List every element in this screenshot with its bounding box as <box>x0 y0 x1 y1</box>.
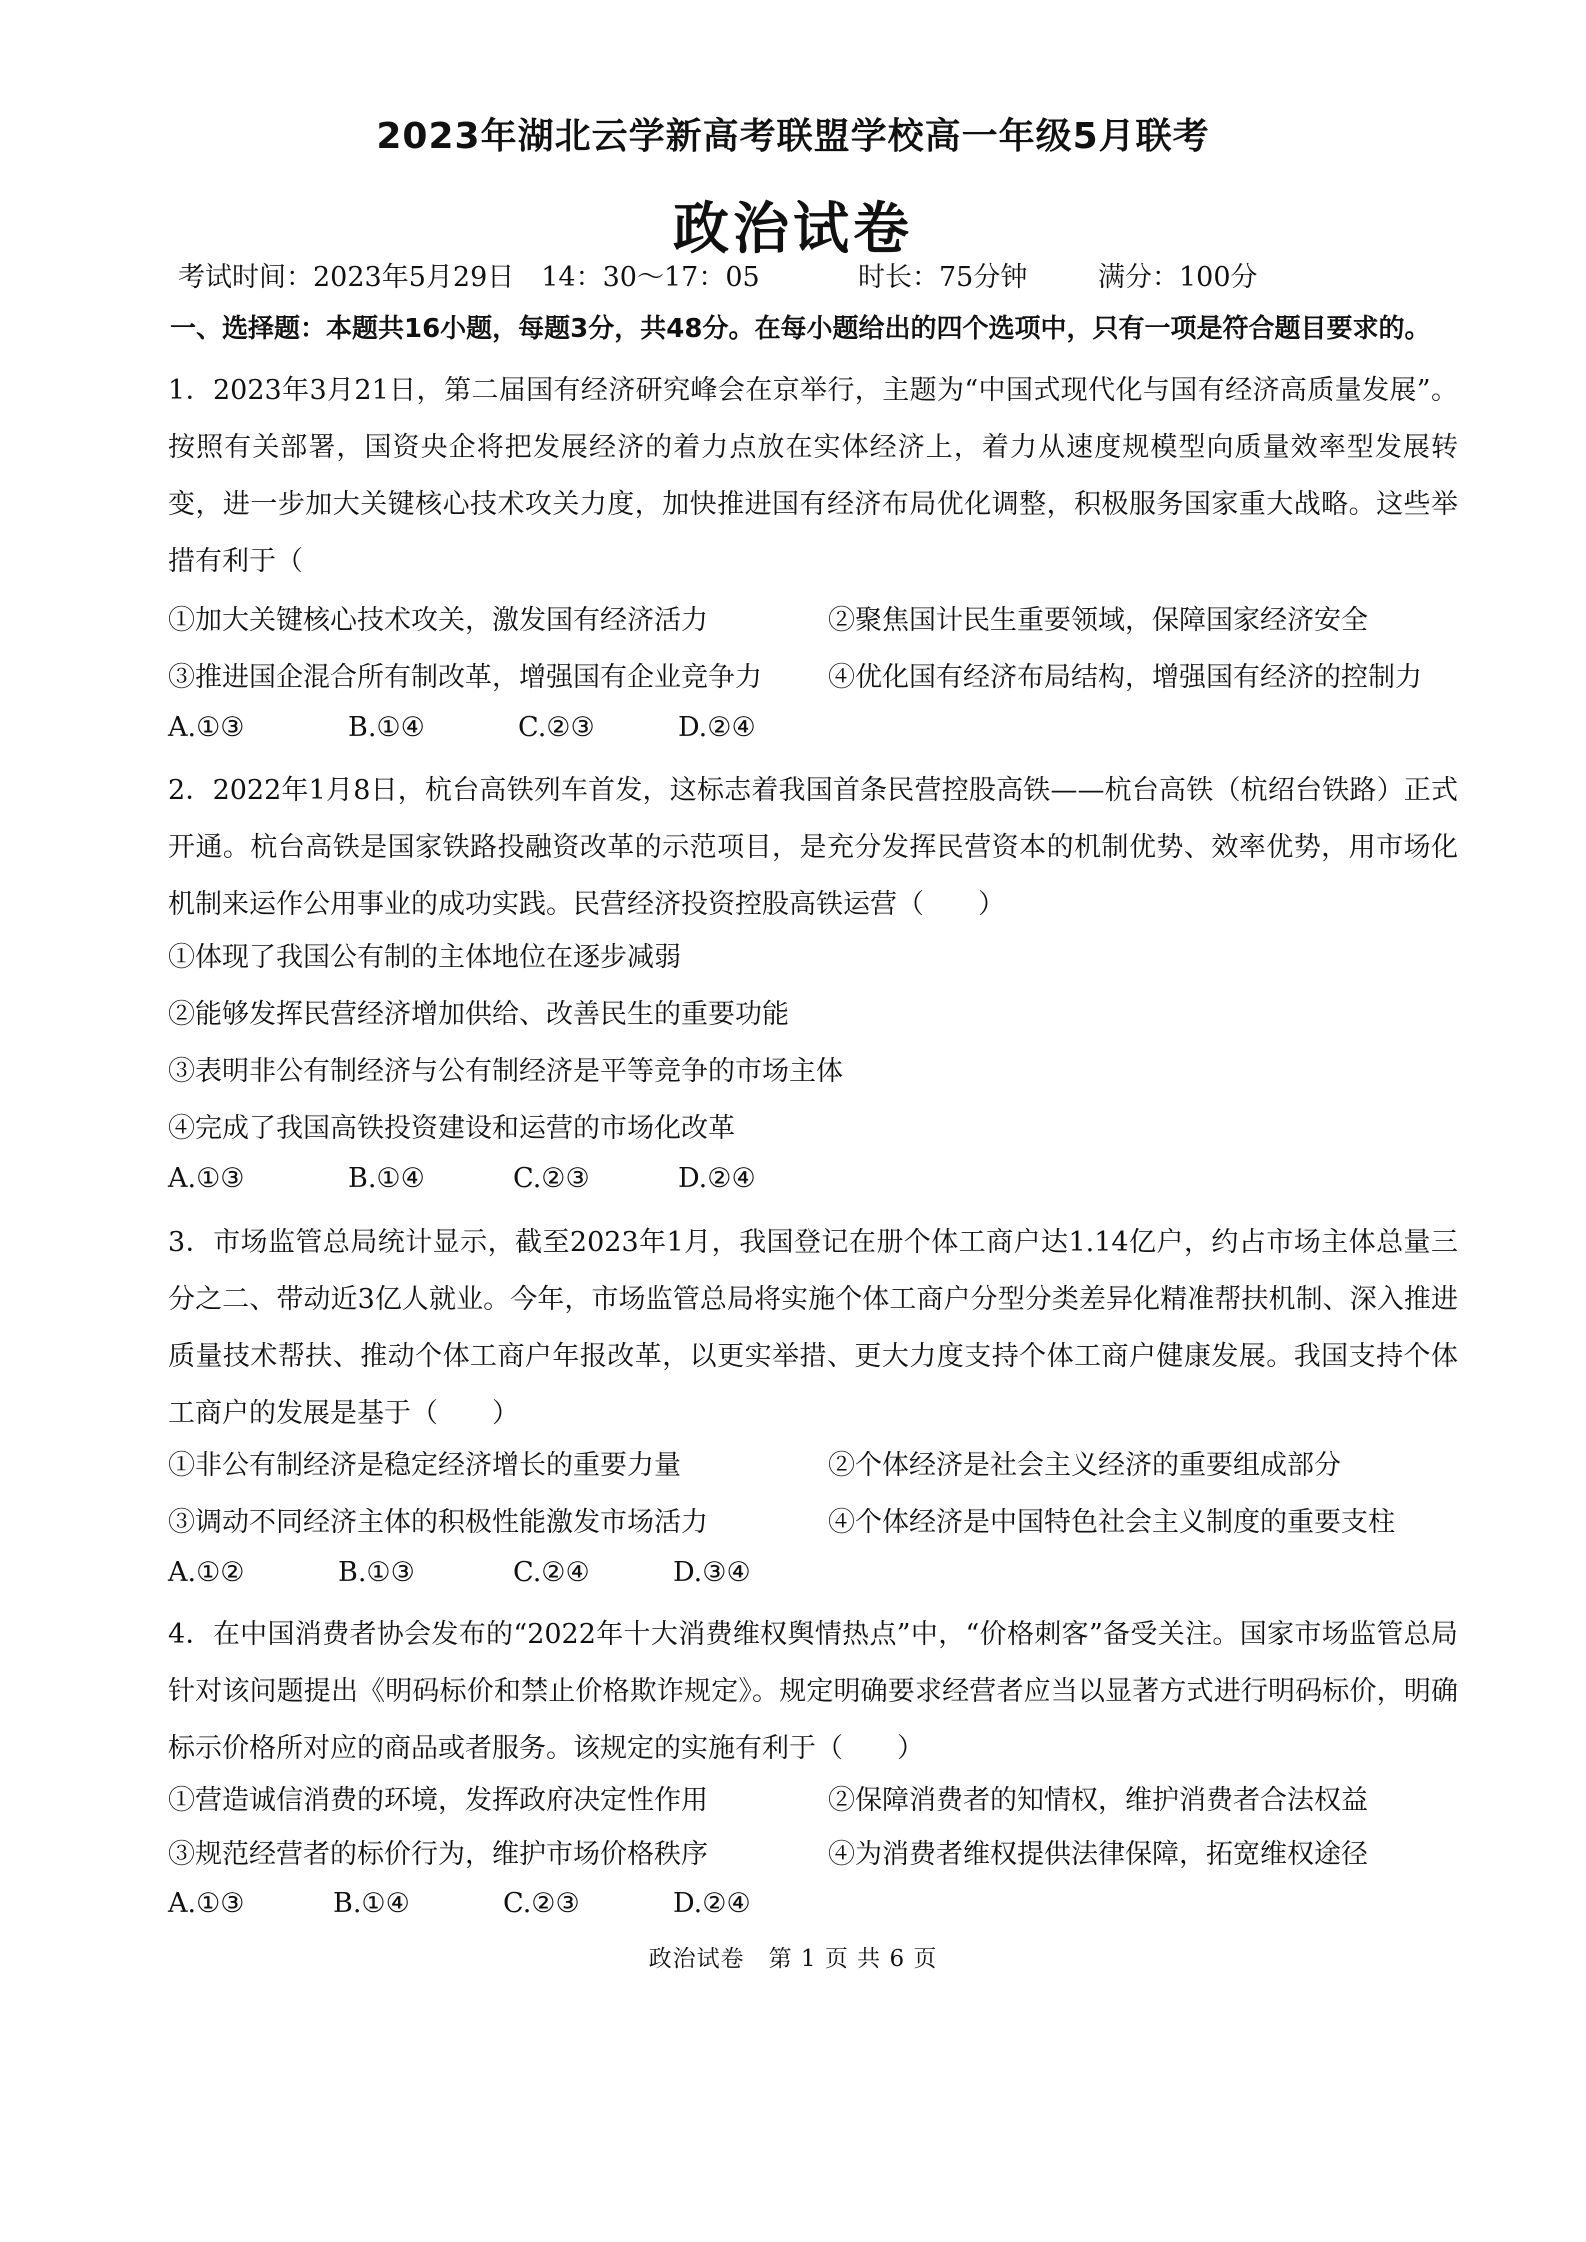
question-4-stem: 4．在中国消费者协会发布的“2022年十大消费维权舆情热点”中，“价格刺客”备受关注。国家市场监管总局针对该问题提出《明码标价和禁止价格欺诈规定》。规定明确要求经营者应当以显著方式进行明码标价，明确标示价格所对应的商品或者服务。该规定的实施有利于（ ） <box>168 1619 1458 1764</box>
question-4-option-1: ①营造诚信消费的环境，发挥政府决定性作用 <box>168 1785 708 1816</box>
question-1-choice-c: C.②③ <box>518 712 595 743</box>
question-4-choice-b: B.①④ <box>333 1888 410 1919</box>
exam-info-line <box>178 255 1478 294</box>
question-2-option-1: ①体现了我国公有制的主体地位在逐步减弱 <box>168 942 681 973</box>
question-2-stem: 2．2022年1月8日，杭台高铁列车首发，这标志着我国首条民营控股高铁——杭台高铁（杭绍台铁路）正式开通。杭台高铁是国家铁路投融资改革的示范项目，是充分发挥民营资本的机制优势、效率优势，用市场化机制来运作公用事业的成功实践。民营经济投资控股高铁运营（ ） <box>168 775 1458 920</box>
question-4-option-3: ③规范经营者的标价行为，维护市场价格秩序 <box>168 1839 708 1870</box>
question-2-choice-d: D.②④ <box>678 1163 756 1194</box>
question-2-choice-a: A.①③ <box>168 1163 245 1194</box>
question-4-options-row-1 <box>168 1778 1468 1818</box>
question-1-option-1: ①加大关键核心技术攻关，激发国有经济活力 <box>168 605 708 636</box>
question-2-option-4: ④完成了我国高铁投资建设和运营的市场化改革 <box>168 1113 735 1144</box>
question-3-option-2: ②个体经济是社会主义经济的重要组成部分 <box>828 1450 1341 1481</box>
question-1-option-4: ④优化国有经济布局结构，增强国有经济的控制力 <box>828 662 1422 693</box>
question-1-choice-b: B.①④ <box>348 712 425 743</box>
question-3-stem: 3．市场监管总局统计显示，截至2023年1月，我国登记在册个体工商户达1.14亿户，约占市场主体总量三分之二、带动近3亿人就业。今年，市场监管总局将实施个体工商户分型分类差异化精准帮扶机制、深入推进质量技术帮扶、推动个体工商户年报改革，以更实举措、更大力度支持个体工商户健康发展。我国支持个体工商户的发展是基于（ ） <box>168 1227 1458 1429</box>
question-1-option-2: ②聚焦国计民生重要领域，保障国家经济安全 <box>828 605 1368 636</box>
question-3-option-4: ④个体经济是中国特色社会主义制度的重要支柱 <box>828 1507 1395 1538</box>
question-4-option-2: ②保障消费者的知情权，维护消费者合法权益 <box>828 1785 1368 1816</box>
question-1-options-row-1 <box>168 598 1468 638</box>
question-1-choice-d: D.②④ <box>678 712 756 743</box>
question-4-choice-d: D.②④ <box>673 1888 751 1919</box>
question-1-choice-a: A.①③ <box>168 712 245 743</box>
question-1-stem: 1．2023年3月21日，第二届国有经济研究峰会在京举行，主题为“中国式现代化与国有经济高质量发展”。按照有关部署，国资央企将把发展经济的着力点放在实体经济上，着力从速度规模型向质量效率型发展转变，进一步加大关键核心技术攻关力度，加快推进国有经济布局优化调整，积极服务国家重大战略。这些举措有利于（ <box>168 375 1458 577</box>
question-4-choice-c: C.②③ <box>503 1888 580 1919</box>
question-1-option-3: ③推进国企混合所有制改革，增强国有企业竞争力 <box>168 662 762 693</box>
question-3-options-row-1 <box>168 1443 1468 1483</box>
question-3-choice-d: D.③④ <box>673 1557 751 1588</box>
question-2-choice-b: B.①④ <box>348 1163 425 1194</box>
question-3-choice-c: C.②④ <box>513 1557 590 1588</box>
question-1-options-row-2 <box>168 655 1468 695</box>
section-instructions: 一、选择题：本题共16小题，每题3分，共48分。在每小题给出的四个选项中，只有一项是符合题目要求的。 <box>170 314 1431 344</box>
exam-duration: 时长：75分钟 <box>858 262 1028 293</box>
question-3-options-row-2 <box>168 1500 1468 1540</box>
question-4-option-4: ④为消费者维权提供法律保障，拓宽维权途径 <box>828 1839 1368 1870</box>
page-footer: 政治试卷 第 1 页 共 6 页 <box>648 1946 938 1972</box>
question-4-choice-a: A.①③ <box>168 1888 245 1919</box>
question-3-choice-b: B.①③ <box>338 1557 415 1588</box>
question-3-option-3: ③调动不同经济主体的积极性能激发市场活力 <box>168 1507 708 1538</box>
question-2-choice-c: C.②③ <box>513 1163 590 1194</box>
question-4-options-row-2 <box>168 1832 1468 1872</box>
exam-full-score: 满分：100分 <box>1098 262 1258 293</box>
question-2-option-3: ③表明非公有制经济与公有制经济是平等竞争的市场主体 <box>168 1056 843 1087</box>
question-3-option-1: ①非公有制经济是稳定经济增长的重要力量 <box>168 1450 681 1481</box>
question-2-option-2: ②能够发挥民营经济增加供给、改善民生的重要功能 <box>168 999 789 1030</box>
exam-time: 考试时间：2023年5月29日 14：30～17：05 <box>178 262 760 293</box>
question-3-choice-a: A.①② <box>168 1557 245 1588</box>
subject-title: 政治试卷 <box>673 197 913 262</box>
exam-title: 2023年湖北云学新高考联盟学校高一年级5月联考 <box>376 116 1210 157</box>
